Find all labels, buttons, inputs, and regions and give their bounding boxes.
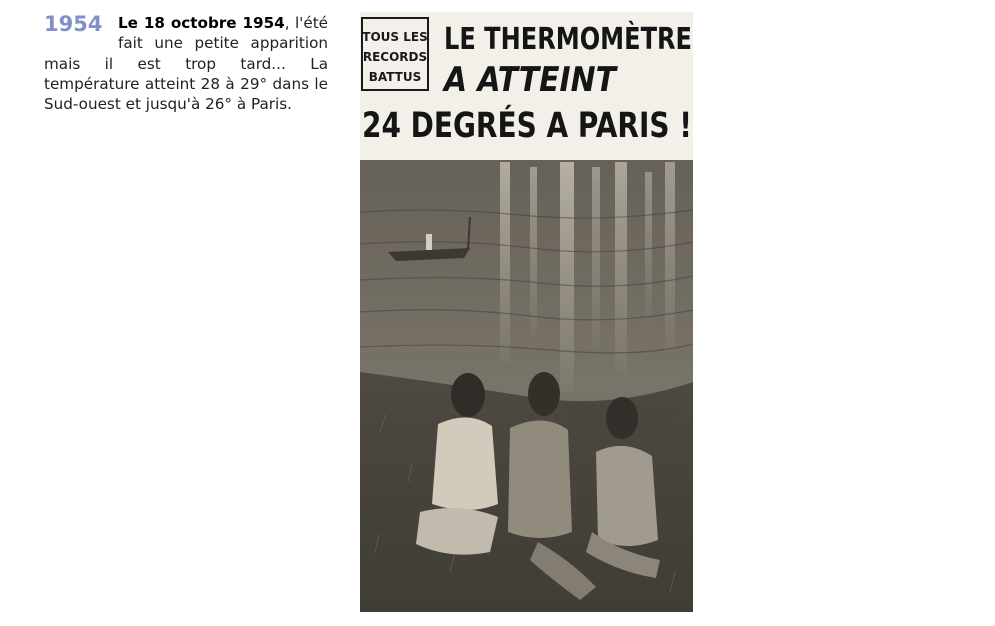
- box-line-1: TOUS LES: [362, 30, 428, 44]
- entry-text-block: [44, 13, 328, 114]
- headline-line-1: LE THERMOMÈTRE: [444, 22, 753, 57]
- headline-line-2: A ATTEINT: [441, 60, 619, 100]
- river-photograph: [360, 160, 693, 612]
- entry-date-punct: ,: [284, 14, 290, 32]
- entry-date: Le 18 octobre 1954: [118, 14, 285, 32]
- box-line-3: BATTUS: [368, 70, 422, 84]
- entry-year: 1954: [44, 12, 103, 36]
- box-line-2: RECORDS: [362, 50, 428, 64]
- newspaper-clipping-graphic: [360, 12, 775, 612]
- entry-body: l'été fait une petite apparition mais il est trop tard... La température atteint 28 à 29° dans le Sud-ouest et jusqu'à 26° à Paris.: [44, 14, 328, 114]
- newspaper-clipping: [360, 12, 775, 612]
- headline-line-3: 24 DEGRÉS A PARIS !: [362, 106, 775, 146]
